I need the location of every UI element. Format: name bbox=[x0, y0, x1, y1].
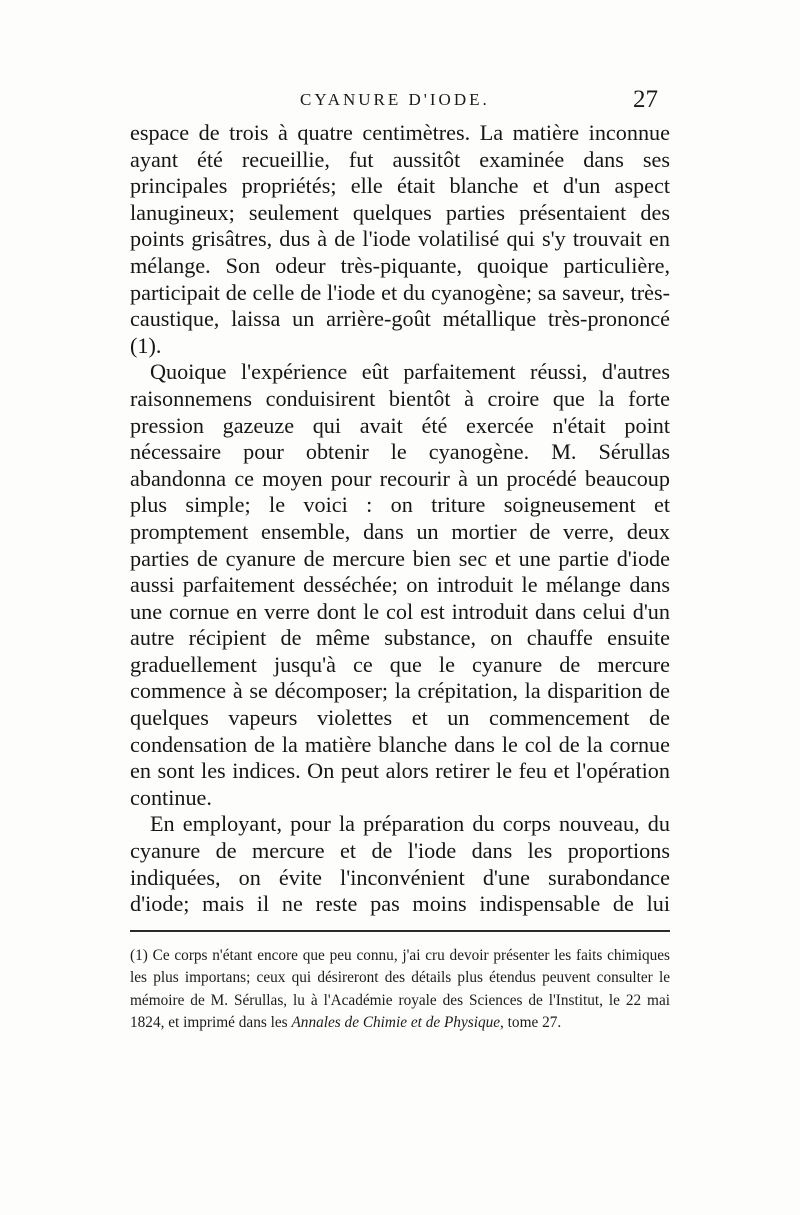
footnote-text: (1) Ce corps n'étant encore que peu connu, j'ai cru devoir présenter les faits chimiques les plus importans; ceux qui désireront des détails plus étendus peuvent consulter le mémoire de M. Sérullas, lu à l'Académie royale des Sciences de l'Institut, le 22 mai 1824, et imprimé dans les bbox=[130, 947, 670, 1032]
paragraph-en-employant: En employant, pour la préparation du corps nouveau, du cyanure de mercure et de l'iode dans les proportions indiquées, on évite l'inconvénient d'une surabondance d'iode; mais il ne reste pas moins indispensable de lui bbox=[130, 811, 670, 917]
paragraph-continuation: espace de trois à quatre centimètres. La matière inconnue ayant été recueillie, fut aussitôt examinée dans ses principales propriétés; elle était blanche et d'un aspect lanugineux; seulement quelques parties présentaient des points grisâtres, dus à de l'iode volatilisé qui s'y trouvait en mélange. Son odeur très-piquante, quoique particulière, participait de celle de l'iode et du cyanogène; sa saveur, très-caustique, laissa un arrière-goût métallique très-prononcé (1). bbox=[130, 120, 670, 358]
main-text bbox=[130, 120, 670, 918]
paragraph-quoique: Quoique l'expérience eût parfaitement réussi, d'autres raisonnemens conduisirent bientôt à croire que la forte pression gazeuze qui avait été exercée n'était point nécessaire pour obtenir le cyanogène. M. Sérullas abandonna ce moyen pour recourir à un procédé beaucoup plus simple; le voici : on triture soigneusement et promptement ensemble, dans un mortier de verre, deux parties de cyanure de mercure bien sec et une partie d'iode aussi parfaitement desséchée; on introduit le mélange dans une cornue en verre dont le col est introduit dans celui d'un autre récipient de même substance, on chauffe ensuite graduellement jusqu'à ce que le cyanure de mercure commence à se décomposer; la crépitation, la disparition de quelques vapeurs violettes et un commencement de condensation de la matière blanche dans le col de la cornue en sont les indices. On peut alors retirer le feu et l'opération continue. bbox=[130, 359, 670, 810]
footnote bbox=[130, 945, 670, 1035]
footnote-journal-title: Annales de Chimie et de Physique bbox=[291, 1014, 501, 1032]
running-title: CYANURE D'IODE. bbox=[300, 90, 490, 109]
page-number: 27 bbox=[633, 86, 658, 113]
footnote-volume: , tome 27. bbox=[500, 1014, 562, 1032]
footnote-divider bbox=[130, 930, 670, 932]
page-header bbox=[130, 86, 670, 120]
